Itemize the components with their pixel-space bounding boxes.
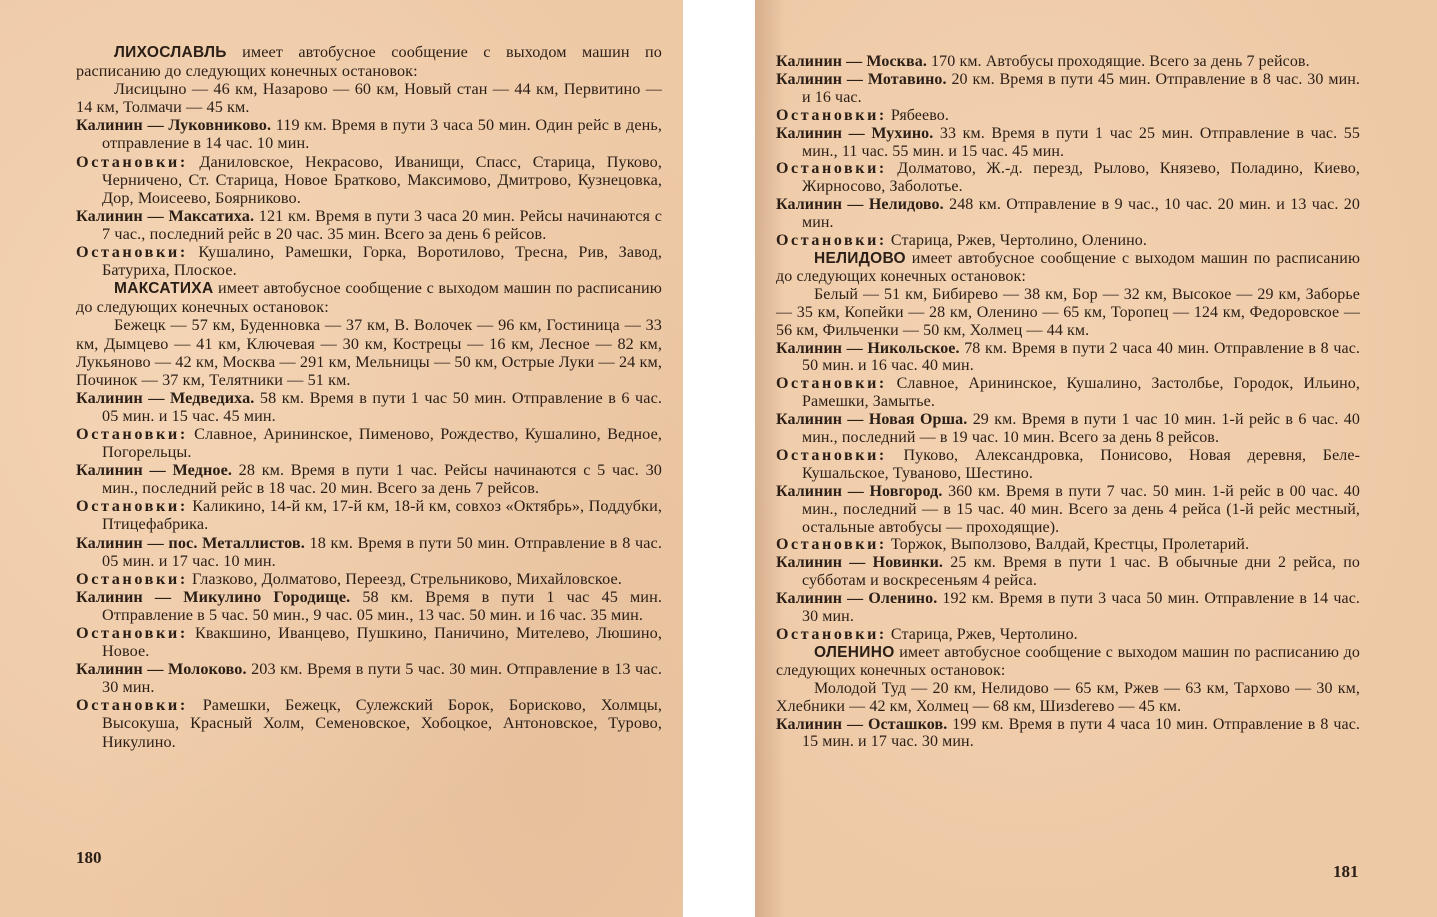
destinations-text: Бежецк — 57 км, Буденновка — 37 км, В. Волочек — 96 км, Гостиница — 33 км, Дымцево — 41 км, Ключевая — 30 км, Кострецы — 16 км, Лесное — 82 км, Лукьяново — 42 км, Москва — 291 км, Мельницы — 50 км, Острые Луки — 24 км, Починок — 37 км, Телятники — 51 км.	[76, 316, 662, 389]
stops-label: Остановки:	[76, 152, 188, 171]
route-destination: Микулино Городище.	[183, 587, 351, 606]
route-details: 78 км. Время в пути 2 часа 40 мин. Отправление в 8 час. 50 мин. и 16 час. 40 мин.	[802, 339, 1360, 375]
route-details: 248 км. Отправление в 9 час., 10 час. 20 мин. и 13 час. 20 мин.	[802, 196, 1360, 232]
route-origin: Калинин —	[776, 53, 867, 70]
stops-entry	[776, 232, 1360, 250]
stops-entry	[776, 626, 1360, 644]
town-intro-paragraph	[776, 250, 1360, 286]
route-details: 192 км. Время в пути 3 часа 50 мин. Отправление в 14 час. 30 мин.	[802, 590, 1360, 626]
route-destination: Металлистов.	[202, 533, 305, 552]
destinations-list	[76, 80, 662, 116]
route-details: 199 км. Время в пути 4 часа 10 мин. Отправление в 8 час. 15 мин. и 17 час. 30 мин.	[802, 715, 1360, 751]
route-details: 58 км. Время в пути 1 час 45 мин. Отправление в 5 час. 50 мин., 9 час. 05 мин., 13 час. 50 мин. и 16 час. 35 мин.	[102, 587, 662, 624]
town-intro-paragraph	[76, 43, 662, 80]
route-details: 33 км. Время в пути 1 час 25 мин. Отправление в час. 55 мин., 11 час. 55 мин. и 15 час. 45 мин.	[802, 124, 1360, 160]
route-details: 58 км. Время в пути 1 час 50 мин. Отправление в 6 час. 05 мин. и 15 час. 45 мин.	[102, 388, 662, 425]
route-details: 360 км. Время в пути 7 час. 50 мин. 1-й рейс в 00 час. 40 мин., последний — в 15 час. 40 мин. Всего за день 4 рейса (1-й рейс местный, остальные автобусы — проходящие).	[802, 482, 1360, 536]
left-page-text	[76, 43, 662, 751]
route-destination: Оленино.	[868, 590, 938, 608]
stops-list: Долматово, Ж.-д. перезд, Рылово, Князево, Поладино, Киево, Жирносово, Заболотье.	[802, 160, 1360, 196]
route-details: 28 км. Время в пути 1 час. Рейсы начинаются с 5 час. 30 мин., последний рейс в 18 час. 20 мин. Всего за день 7 рейсов.	[102, 461, 662, 498]
route-destination: Луковниково.	[168, 116, 272, 135]
stops-list: Старица, Ржев, Чертолино, Оленино.	[886, 232, 1147, 250]
route-entry	[776, 71, 1360, 107]
stops-label: Остановки:	[776, 232, 887, 250]
route-entry	[76, 389, 662, 425]
route-details: 20 км. Время в пути 45 мин. Отправление в 8 час. 30 мин. и 16 час.	[802, 70, 1360, 106]
stops-label: Остановки:	[776, 446, 887, 464]
stops-label: Остановки:	[76, 624, 188, 642]
route-destination: Никольское.	[867, 339, 960, 357]
route-origin: Калинин —	[76, 206, 169, 225]
stops-entry	[76, 243, 662, 279]
stops-entry	[776, 375, 1360, 411]
route-entry	[776, 53, 1360, 71]
route-destination: Медведиха.	[169, 388, 255, 407]
stops-label: Остановки:	[76, 497, 188, 516]
route-details: 121 км. Время в пути 3 часа 20 мин. Рейсы начинаются с 7 час., последний рейс в 20 час. 35 мин. Всего за день 6 рейсов.	[102, 206, 662, 243]
stops-list: Славное, Арининское, Пименово, Рождество, Кушалино, Ведное, Погорельцы.	[102, 424, 662, 462]
route-details: 203 км. Время в пути 5 час. 30 мин. Отправление в 13 час. 30 мин.	[102, 660, 662, 697]
route-origin: Калинин —	[776, 70, 868, 88]
route-details: 119 км. Время в пути 3 часа 50 мин. Один рейс в день, отправление в 14 час. 10 мин.	[102, 116, 662, 153]
town-intro-text: имеет автобусное сообщение с выходом машин по расписанию до следующих конечных остановок:	[76, 279, 662, 317]
stops-entry	[76, 624, 662, 660]
route-destination: Нелидово.	[868, 196, 944, 214]
route-destination: Москва.	[866, 53, 927, 70]
route-destination: Осташков.	[868, 715, 948, 733]
town-heading: ОЛЕНИНО	[814, 643, 895, 661]
route-destination: Максатиха.	[168, 206, 255, 225]
route-origin: Калинин —	[776, 339, 868, 357]
stops-list: Торжок, Выползово, Валдай, Крестцы, Пролетарий.	[886, 536, 1250, 554]
route-entry	[776, 554, 1360, 590]
town-intro-paragraph	[76, 279, 662, 316]
route-entry	[776, 590, 1360, 626]
route-entry	[776, 340, 1360, 376]
route-entry	[76, 534, 662, 570]
route-entry	[76, 461, 662, 497]
route-destination: Новгород.	[869, 482, 943, 500]
stops-list: Рябеево.	[886, 106, 949, 124]
route-origin: Калинин — пос.	[76, 533, 203, 552]
destinations-list	[76, 316, 662, 388]
town-intro-text: имеет автобусное сообщение с выходом машин по расписанию до следующих конечных остановок:	[76, 43, 662, 81]
page-number-right: 181	[1333, 862, 1359, 881]
route-origin: Калинин —	[776, 590, 869, 608]
route-details: 29 км. Время в пути 1 час 10 мин. 1-й рейс в 6 час. 40 мин., последний — в 19 час. 10 мин. Всего за день 8 рейсов.	[802, 411, 1361, 447]
stops-label: Остановки:	[76, 243, 188, 262]
stops-list: Кушалино, Рамешки, Горка, Воротилово, Тресна, Рив, Завод, Батуриха, Плоское.	[102, 243, 662, 280]
town-heading: НЕЛИДОВО	[814, 249, 906, 267]
stops-list: Даниловское, Некрасово, Иванищи, Спасс, Старица, Пуково, Черничено, Ст. Старица, Новое Братково, Максимово, Дмитрово, Кузнецовка, Дор, Моисеево, Боярниково.	[102, 152, 662, 207]
stops-list: Старица, Ржев, Чертолино.	[886, 626, 1078, 643]
route-origin: Калинин —	[776, 411, 869, 429]
town-intro-text: имеет автобусное сообщение с выходом машин по расписанию до следующих конечных остановок:	[776, 249, 1360, 285]
stops-label: Остановки:	[776, 375, 887, 393]
town-heading: ЛИХОСЛАВЛЬ	[114, 44, 227, 61]
right-page-text	[776, 53, 1360, 751]
route-origin: Калинин —	[76, 388, 170, 407]
stops-entry	[76, 497, 662, 533]
stops-list: Каликино, 14-й км, 17-й км, 18-й км, совхоз «Октябрь», Поддубки, Птицефабрика.	[102, 497, 662, 534]
stops-entry	[776, 536, 1360, 554]
route-entry	[776, 483, 1360, 537]
route-entry	[76, 588, 662, 624]
stops-entry	[776, 447, 1360, 483]
route-destination: Новая Орша.	[868, 411, 968, 429]
route-destination: Мотавино.	[867, 70, 947, 88]
route-origin: Калинин —	[76, 660, 169, 679]
route-origin: Калинин —	[76, 461, 173, 480]
stops-label: Остановки:	[76, 696, 188, 715]
route-origin: Калинин —	[776, 196, 869, 214]
destinations-list	[776, 680, 1360, 716]
page-number-left: 180	[76, 848, 102, 867]
route-origin: Калинин —	[776, 482, 870, 500]
stops-label: Остановки:	[76, 424, 188, 443]
stops-entry	[76, 425, 662, 461]
destinations-text: Лисицыно — 46 км, Назарово — 60 км, Новый стан — 44 км, Первитино — 14 км, Толмачи — 45 км.	[76, 80, 662, 117]
town-heading: МАКСАТИХА	[114, 280, 214, 298]
route-details: 170 км. Автобусы проходящие. Всего за день 7 рейсов.	[926, 53, 1310, 70]
route-entry	[76, 207, 662, 243]
stops-label: Остановки:	[776, 626, 887, 643]
route-destination: Новинки.	[872, 554, 944, 572]
route-origin: Калинин —	[76, 587, 184, 606]
route-entry	[76, 116, 662, 152]
stops-label: Остановки:	[776, 160, 887, 178]
town-intro-paragraph	[776, 644, 1360, 680]
route-details: 25 км. Время в пути 1 час. В обычные дни 2 рейса, по субботам и воскресеньям 4 рейса.	[802, 554, 1361, 590]
stops-label: Остановки:	[76, 569, 188, 588]
stops-label: Остановки:	[776, 536, 887, 554]
route-origin: Калинин —	[776, 124, 872, 142]
stops-list: Рамешки, Бежецк, Сулежский Борок, Борисково, Холмцы, Высокуша, Красный Холм, Семеновское, Хобоцкое, Антоновское, Турово, Никулино.	[102, 696, 662, 751]
route-entry	[776, 716, 1360, 752]
destinations-list	[776, 286, 1360, 340]
stops-list: Глазково, Долматово, Переезд, Стрельниково, Михайловское.	[187, 569, 622, 588]
route-entry	[76, 660, 662, 696]
route-destination: Медное.	[172, 461, 233, 480]
stops-entry	[776, 107, 1360, 125]
route-destination: Мухино.	[871, 124, 934, 142]
destinations-text: Белый — 51 км, Бибирево — 38 км, Бор — 32 км, Высокое — 29 км, Заборье — 35 км, Копейки — 28 км, Оленино — 65 км, Торопец — 124 км, Федоровское — 56 км, Фильченки — 50 км, Холмец — 44 км.	[776, 285, 1360, 339]
stops-entry	[76, 153, 662, 207]
destinations-text: Молодой Туд — 20 км, Нелидово — 65 км, Ржев — 63 км, Тархово — 30 км, Хлебники — 42 км, Холмец — 68 км, Шизderево — 45 км.	[776, 679, 1360, 715]
route-entry	[776, 125, 1360, 161]
town-intro-text: имеет автобусное сообщение с выходом машин по расписанию до следующих конечных остановок:	[776, 643, 1360, 679]
stops-list: Пуково, Александровка, Понисово, Новая деревня, Беле-Кушальское, Туваново, Шестино.	[802, 446, 1360, 482]
stops-list: Квакшино, Иванцево, Пушкино, Паничино, Мителево, Люшино, Новое.	[102, 624, 662, 661]
stops-list: Славное, Арининское, Кушалино, Застолбье, Городок, Ильино, Рамешки, Замытье.	[802, 375, 1360, 411]
stops-entry	[76, 570, 662, 588]
route-origin: Калинин —	[776, 715, 869, 733]
route-entry	[776, 411, 1360, 447]
route-origin: Калинин —	[776, 554, 873, 572]
route-destination: Молоково.	[168, 660, 247, 679]
route-details: 18 км. Время в пути 50 мин. Отправление в 8 час. 05 мин. и 17 час. 10 мин.	[102, 533, 662, 570]
stops-entry	[76, 696, 662, 750]
route-origin: Калинин —	[76, 116, 169, 135]
stops-label: Остановки:	[776, 106, 887, 124]
stops-entry	[776, 160, 1360, 196]
route-entry	[776, 196, 1360, 232]
